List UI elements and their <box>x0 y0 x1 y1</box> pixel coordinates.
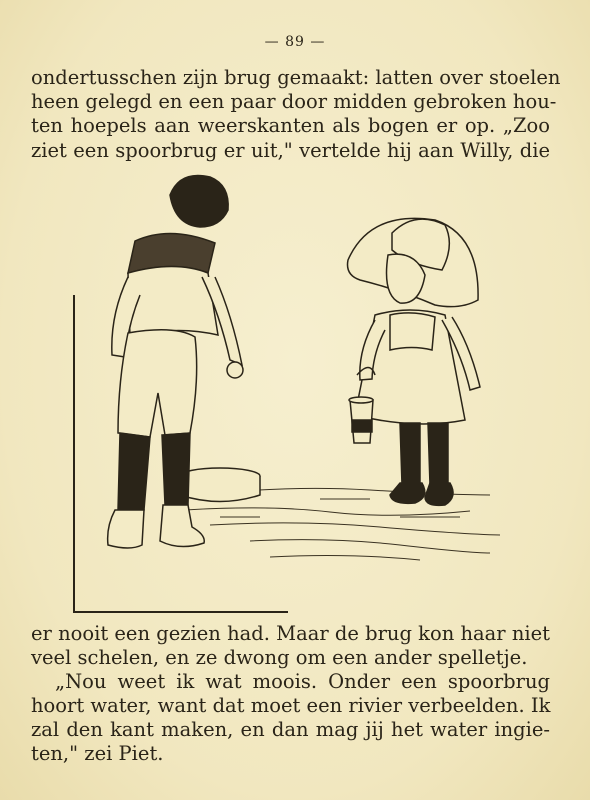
text-line: ziet een spoorbrug er uit," vertelde hij aan Willy, die <box>31 139 550 162</box>
girl-right-shoe <box>425 483 453 505</box>
text-line: ten hoepels aan weerskanten als bogen er op. „Zoo <box>31 114 550 137</box>
text-line: zal den kant maken, en dan mag jij het water ingie- <box>31 718 550 741</box>
boy-left-leg <box>118 433 150 510</box>
boy-left-shoe <box>108 510 144 548</box>
boy-hair <box>170 175 228 227</box>
boy-shorts <box>118 330 197 437</box>
text-line: „Nou weet ik wat moois. Onder een spoorbrug <box>55 670 550 693</box>
girl-right-leg <box>428 423 448 485</box>
text-line: ondertusschen zijn brug gemaakt: latten over stoelen <box>31 66 561 89</box>
girl-left-leg <box>400 423 420 485</box>
water-basin <box>180 468 260 502</box>
illustration-children-bridge <box>70 165 510 615</box>
text-line: er nooit een gezien had. Maar de brug kon haar niet <box>31 622 550 645</box>
boy-hand <box>227 362 243 378</box>
text-line: heen gelegd en een paar door midden gebroken hou- <box>31 90 557 113</box>
text-line: veel schelen, en ze dwong om een ander spelletje. <box>31 646 528 669</box>
boy-right-leg <box>162 433 190 505</box>
page-number: — 89 — <box>264 34 326 50</box>
text-line: ten," zei Piet. <box>31 742 164 765</box>
girl-figure <box>348 218 481 505</box>
boy-right-shoe <box>160 505 204 547</box>
text-line: hoort water, want dat moet een rivier verbeelden. Ik <box>31 694 551 717</box>
girl-left-shoe <box>390 483 425 503</box>
girl-pinafore-bib <box>390 313 435 350</box>
